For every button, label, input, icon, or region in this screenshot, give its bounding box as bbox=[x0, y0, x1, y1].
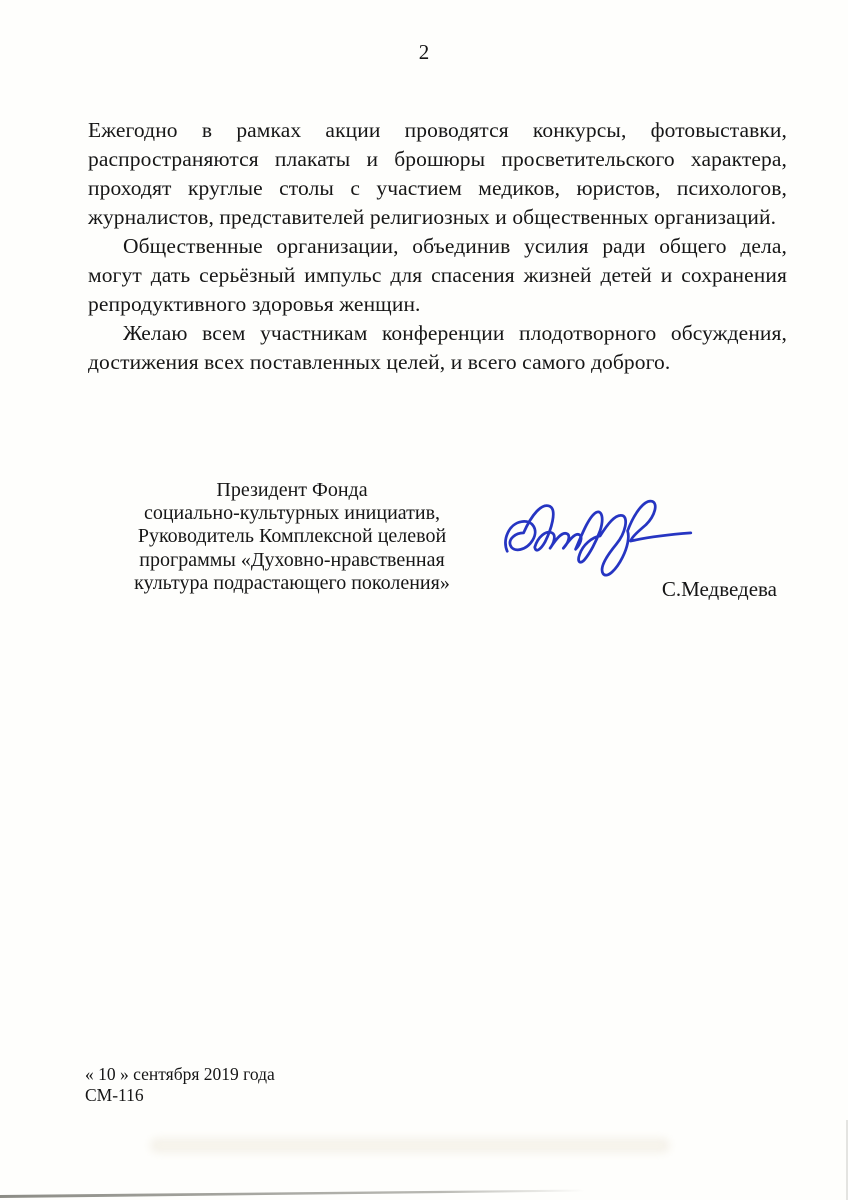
signature-title-line: Руководитель Комплексной целевой bbox=[137, 525, 447, 548]
signature-title-line: программы «Духовно-нравственная bbox=[139, 548, 445, 571]
text-line: Желаю всем участникам конференции плодотворного обсуждения, bbox=[123, 321, 787, 345]
page-number: 2 bbox=[418, 40, 430, 64]
footer-doc-number: СМ-116 bbox=[85, 1085, 144, 1105]
footer-block bbox=[85, 1064, 275, 1106]
text-line: проходят круглые столы с участием медиков, юристов, психологов, bbox=[88, 176, 787, 200]
text-line: репродуктивного здоровья женщин. bbox=[88, 292, 421, 316]
scan-smear-artifact bbox=[150, 1138, 670, 1153]
handwritten-signature bbox=[498, 486, 698, 588]
signature-title-block bbox=[118, 479, 466, 595]
body-text bbox=[88, 116, 787, 377]
signature-title-line: Президент Фонда bbox=[216, 479, 368, 501]
scan-page-edge-line bbox=[0, 1184, 620, 1200]
text-line: распространяются плакаты и брошюры просветительского характера, bbox=[88, 147, 787, 171]
text-line: журналистов, представителей религиозных и общественных организаций. bbox=[88, 205, 777, 229]
text-line: Ежегодно в рамках акции проводятся конкурсы, фотовыставки, bbox=[88, 118, 787, 142]
signature-stroke bbox=[506, 501, 691, 575]
signature-title-line: социально-культурных инициатив, bbox=[143, 502, 441, 525]
text-line: могут дать серьёзный импульс для спасения жизней детей и сохранения bbox=[88, 263, 787, 287]
signature-title-line: культура подрастающего поколения» bbox=[134, 571, 450, 594]
text-line: достижения всех поставленных целей, и всего самого доброго. bbox=[88, 350, 671, 374]
footer-date: « 10 » сентября 2019 года bbox=[85, 1064, 275, 1084]
text-line: Общественные организации, объединив усилия ради общего дела, bbox=[123, 234, 787, 258]
signer-name: С.Медведева bbox=[661, 577, 777, 601]
